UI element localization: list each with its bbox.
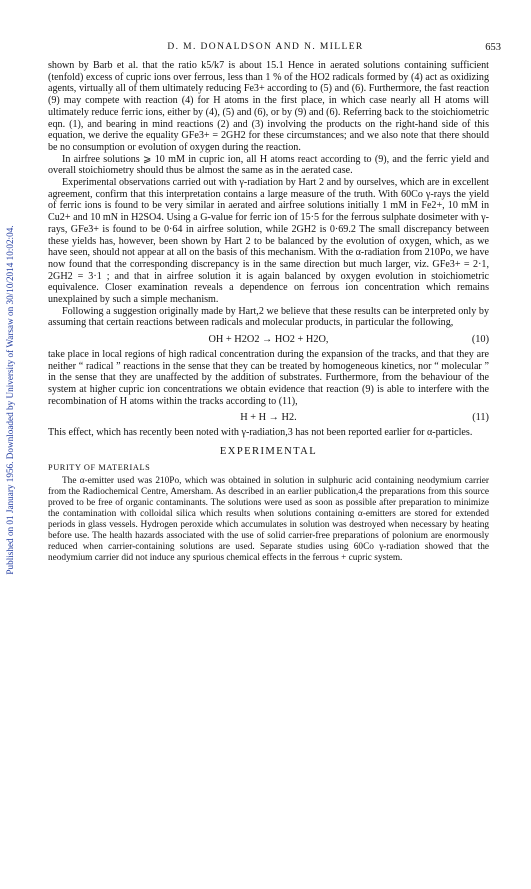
article-body (48, 60, 489, 563)
paragraph-4: Following a suggestion originally made by Hart,2 we believe that these results can be interpreted only by assuming that certain reactions between radicals and molecular products, in particular the following, (48, 305, 489, 329)
equation-11 (48, 412, 489, 424)
paragraph-1: shown by Barb et al. that the ratio k5/k7 is about 15.1 Hence in aerated solutions containing sufficient (tenfold) excess of cupric ions over ferrous, less than 1 % of the HO2 radicals formed by (4) act as oxidizing agents, virtually all of them ultimately reducing Fe3+ according to (5) and (6). Furthermore, the fast reaction (9) may compete with reaction (4) for H atoms in the first place, in which case nearly all H atoms will ultimately reduce ferric ions, either by (4), (5) and (6), or by (9) and (6). Referring back to the stoichiometric eqn. (1), and bearing in mind reactions (2) and (3) involving the products on the right-hand side of this equation, we derive the equality GFe3+ = 2GH2 for these circumstances; and we also note that there should be no consumption or evolution of oxygen during the reaction. (48, 60, 489, 153)
paragraph-2: In airfree solutions ⩾ 10 mM in cupric ion, all H atoms react according to (9), and the ferric yield and overall stoichiometry should thus be almost the same as in the aerated case. (48, 153, 489, 177)
paragraph-7: The α-emitter used was 210Po, which was obtained in solution in sulphuric acid containing neodymium carrier from the Radiochemical Centre, Amersham. As described in an earlier publication,4 the preparations from this source proved to be free of organic contaminants. The solutions were used as soon as possible after preparation to minimize the contamination with colloidal silica which results when solutions containing α-emitters are stored for extended periods in glass vessels. Hydrogen peroxide which accumulates in solution was destroyed when necessary by heating before use. The health hazards associated with the use of solid carrier-free preparations of polonium are enormously reduced when carrier-containing solutions are used. Separate studies using 60Co γ-radiation showed that the neodymium carrier did not induce any spurious chemical effects in the ferrous + cupric system. (48, 476, 489, 563)
download-watermark (0, 120, 20, 680)
paragraph-5: take place in local regions of high radical concentration during the expansion of the tracks, and that they are neither “ radical ” reactions in the sense that they can be treated by homogeneous kinetics, nor “ molecular ” in the sense that they are unaffected by the addition of substrates. Furthermore, from the behaviour of the system at higher cupric ion concentrations we obtain evidence that reaction (9) is able to interfere with the recombination of H atoms within the tracks according to (11), (48, 348, 489, 407)
page-number: 653 (485, 42, 501, 53)
running-header (30, 42, 501, 56)
section-heading: EXPERIMENTAL (219, 445, 318, 457)
equation-10-text: OH + H2O2 → HO2 + H2O, (208, 334, 329, 346)
paragraph-6: This effect, which has recently been noted with γ-radiation,3 has not been reported earlier for α-particles. (48, 427, 473, 439)
download-watermark-text: Published on 01 January 1956. Downloaded by University of Warsaw on 30/10/2014 10:02:04. (5, 225, 15, 575)
equation-10 (48, 334, 489, 346)
subsection-heading: PURITY OF MATERIALS (48, 462, 151, 472)
paragraph-3: Experimental observations carried out with γ-radiation by Hart 2 and by ourselves, which are in excellent agreement, confirm that this interpretation contains a large measure of the truth. With 60Co γ-rays the yield of ferric ions is found to be very similar in aerated and airfree solutions initially 1 mM in Fe2+, 10 mM in Cu2+ and 10 mN in H2SO4. Using a G-value for ferric ion of 15·5 for the ferrous sulphate dosimeter with γ-rays, GFe3+ is found to be 0·64 in airfree solution, while 2GH2 is 0·69.2 The small discrepancy between these yields has, however, been shown by Hart 2 to be balanced by the evolution of oxygen, which, as we have seen, should not appear at all on the basis of this mechanism. With the α-radiation from 210Po, we have now found that the corresponding discrepancy is in the same direction but much larger, viz. GFe3+ = 2·1, 2GH2 = 3·1 ; and that in airfree solution it is again balanced by oxygen evolution in stoichiometric equivalence. Closer examination reveals a dependence on ferrous ion concentration which remains unexplained by such a simple mechanism. (48, 177, 489, 306)
equation-10-number: (10) (471, 334, 489, 346)
author-header: D. M. DONALDSON AND N. MILLER (167, 42, 364, 52)
equation-11-text: H + H → H2. (240, 412, 297, 424)
equation-11-number: (11) (472, 412, 489, 424)
